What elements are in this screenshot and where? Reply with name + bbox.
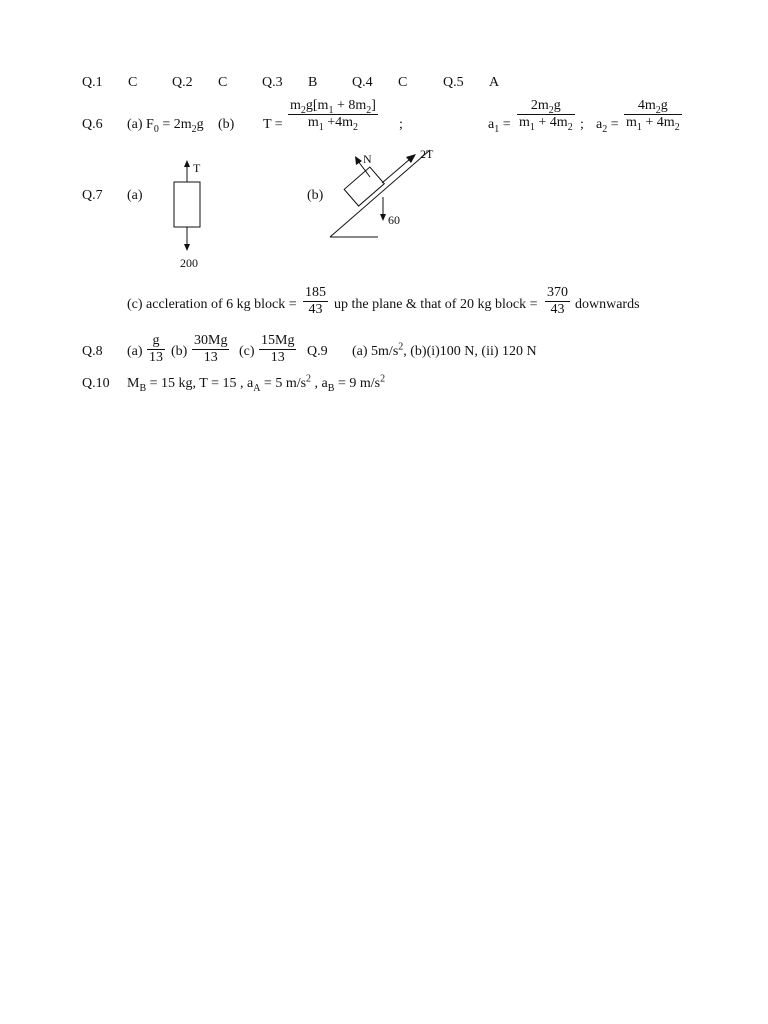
- incline-surface: [330, 150, 430, 237]
- fraction-numerator: $4m_2g$: [637, 98, 668, 116]
- q10-answer: $M_B = 15$ kg, T = 15 , $a_A = 5$ $m/s^2$ , $a_B = 9$ $m/s^2$: [127, 373, 386, 394]
- q6-semicolon: ;: [399, 117, 403, 132]
- weight-label: 60: [388, 213, 400, 227]
- q6-t-equals: T =: [263, 117, 283, 132]
- fraction-numerator: 30Mg: [194, 333, 228, 348]
- fraction-numerator: 15Mg: [261, 333, 295, 348]
- q6-separator: ;: [580, 117, 584, 132]
- q7-part-b-label: (b): [307, 188, 324, 203]
- q6-number: Q.6: [82, 117, 103, 132]
- q7-free-body-diagram-a: [160, 155, 220, 275]
- q6-part-b-label: (b): [218, 117, 235, 132]
- fraction-numerator: $2m_2g$: [530, 98, 561, 116]
- q6-tension-fraction: [288, 98, 378, 131]
- tension-arrowhead: [184, 160, 190, 167]
- fraction-numerator: 185: [305, 285, 326, 300]
- q6-a2-label: $a_2$ =: [596, 117, 619, 135]
- block: [174, 182, 200, 227]
- tension-label: T: [193, 161, 201, 175]
- fraction-denominator: 13: [149, 350, 163, 365]
- q7-part-a-label: (a): [127, 188, 143, 203]
- fraction-numerator: $m_2g[m_1 + 8m_2]$: [290, 98, 376, 116]
- q7-accel-fraction-20kg: [545, 285, 570, 318]
- q7-incline-diagram-b: [320, 145, 450, 245]
- q9-answer: (a) $5m/s^2$, (b)(i)100 N, (ii) 120 N: [352, 341, 537, 359]
- q8-part-c-fraction: [259, 333, 296, 366]
- q10-number: Q.10: [82, 376, 110, 391]
- weight-arrowhead: [184, 244, 190, 251]
- q4-answer: C: [398, 75, 408, 90]
- q7-accel-fraction-6kg: [303, 285, 328, 318]
- fraction-denominator: 43: [550, 302, 565, 317]
- normal-label: N: [363, 152, 372, 166]
- q1-answer: C: [128, 75, 138, 90]
- fraction-denominator: $m_1 + 4m_2$: [519, 115, 573, 133]
- q7-number: Q.7: [82, 188, 103, 203]
- q6-a1-label: $a_1$ =: [488, 117, 511, 135]
- q8-part-b-fraction: [192, 333, 229, 366]
- q6-part-a: (a) $F_0 = 2m_2g$: [127, 117, 204, 135]
- q8-part-b-label: (b): [171, 344, 188, 359]
- q8-part-a-label: (a): [127, 344, 143, 359]
- fraction-denominator: $m_1 + 4m_2$: [626, 115, 680, 133]
- q6-a1-fraction: [517, 98, 575, 131]
- fraction-numerator: 370: [547, 285, 568, 300]
- fraction-numerator: g: [152, 333, 160, 348]
- q7-part-c-text: (c) accleration of 6 kg block =: [127, 297, 297, 312]
- fraction-denominator: 13: [203, 350, 218, 365]
- block-on-incline: [344, 167, 384, 206]
- fraction-denominator: 13: [270, 350, 285, 365]
- q9-number: Q.9: [307, 344, 328, 359]
- block: [344, 167, 384, 206]
- tension-label: 2T: [420, 147, 434, 161]
- weight-arrowhead: [380, 214, 386, 221]
- q4-number: Q.4: [352, 75, 373, 90]
- q7-part-c-end-text: downwards: [575, 297, 640, 312]
- q8-part-c-label: (c): [239, 344, 255, 359]
- q2-number: Q.2: [172, 75, 193, 90]
- q7-part-c-middle-text: up the plane & that of 20 kg block =: [334, 297, 538, 312]
- weight-label: 200: [180, 256, 198, 270]
- q3-answer: B: [308, 75, 318, 90]
- q2-answer: C: [218, 75, 228, 90]
- q6-a2-fraction: [624, 98, 682, 131]
- normal-arrowhead: [355, 156, 362, 165]
- q5-answer: A: [489, 75, 500, 90]
- q5-number: Q.5: [443, 75, 464, 90]
- fraction-denominator: 43: [308, 302, 323, 317]
- fraction-denominator: $m_1 +4m_2$: [307, 115, 359, 133]
- q8-number: Q.8: [82, 344, 103, 359]
- q3-number: Q.3: [262, 75, 283, 90]
- q8-part-a-fraction: [147, 333, 165, 366]
- q1-number: Q.1: [82, 75, 103, 90]
